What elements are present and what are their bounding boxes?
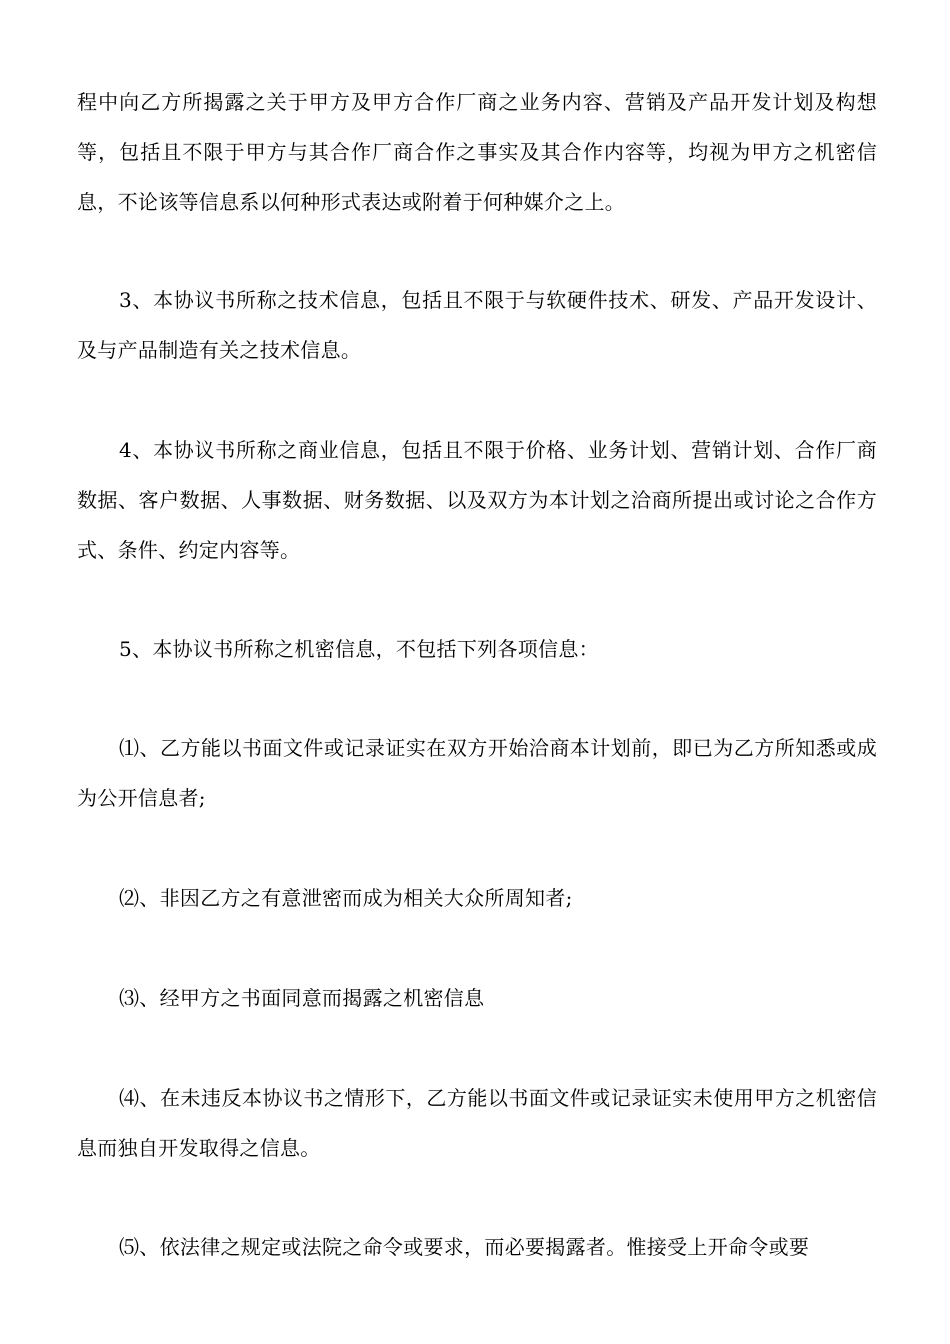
paragraph-technical-information: 3、本协议书所称之技术信息，包括且不限于与软硬件技术、研发、产品开发设计、及与产品制造有关之技术信息。: [77, 288, 877, 362]
paragraph-exclusion-4: ⑷、在未违反本协议书之情形下，乙方能以书面文件或记录证实未使用甲方之机密信息而独自开发取得之信息。: [77, 1086, 877, 1160]
paragraph-exclusion-3: ⑶、经甲方之书面同意而揭露之机密信息: [119, 986, 485, 1010]
paragraph-exclusion-1: ⑴、乙方能以书面文件或记录证实在双方开始洽商本计划前，即已为乙方所知悉或成为公开信息者;: [77, 736, 877, 810]
paragraph-exclusion-5: ⑸、依法律之规定或法院之命令或要求，而必要揭露者。惟接受上开命令或要: [119, 1235, 810, 1259]
paragraph-exclusion-2: ⑵、非因乙方之有意泄密而成为相关大众所周知者;: [119, 886, 573, 910]
paragraph-business-information: 4、本协议书所称之商业信息，包括且不限于价格、业务计划、营销计划、合作厂商数据、客户数据、人事数据、财务数据、以及双方为本计划之洽商所提出或讨论之合作方式、条件、约定内容等。: [77, 438, 877, 562]
paragraph-confidential-scope-continued: 程中向乙方所揭露之关于甲方及甲方合作厂商之业务内容、营销及产品开发计划及构想等，包括且不限于甲方与其合作厂商合作之事实及其合作内容等，均视为甲方之机密信息，不论该等信息系以何种形式表达或附着于何种媒介之上。: [77, 90, 877, 214]
paragraph-exclusions-heading: 5、本协议书所称之机密信息，不包括下列各项信息：: [119, 637, 599, 661]
